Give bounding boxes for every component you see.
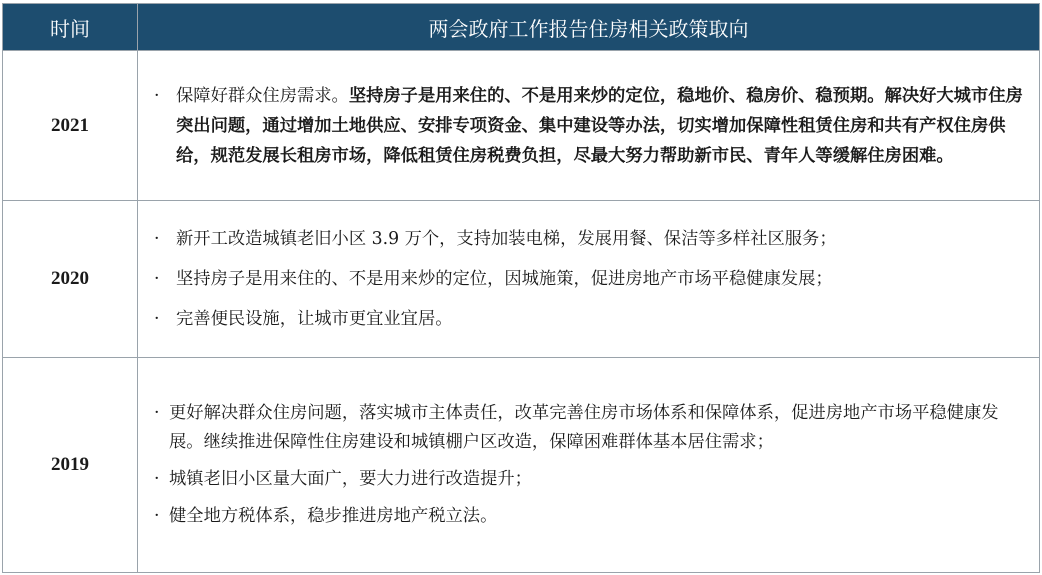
policy-text: [176, 81, 1027, 171]
header-policy: 两会政府工作报告住房相关政策取向: [138, 4, 1040, 51]
policy-item: [154, 502, 1027, 531]
bullet: ·: [154, 469, 160, 489]
bullet: ·: [154, 309, 160, 329]
policy-item: [154, 399, 1027, 457]
bullet: ·: [154, 229, 160, 249]
policy-item: [154, 304, 1027, 334]
policy-text: 更好解决群众住房问题，落实城市主体责任，改革完善住房市场体系和保障体系，促进房地产市场平稳健康发展。继续推进保障性住房建设和城镇棚户区改造，保障困难群体基本居住需求；: [169, 403, 999, 452]
policy-item: [154, 264, 1027, 294]
bullet: ·: [154, 506, 160, 526]
policy-cell: [138, 51, 1040, 201]
header-time: 时间: [3, 4, 138, 51]
table-row-2019: [3, 358, 1040, 573]
table-row-2020: [3, 201, 1040, 358]
policy-item: [154, 81, 1027, 171]
table-header-row: [3, 4, 1040, 51]
policy-cell: [138, 358, 1040, 573]
table-row-2021: [3, 51, 1040, 201]
policy-text: 城镇老旧小区量大面广，要大力进行改造提升；: [169, 469, 532, 489]
policy-text: 完善便民设施，让城市更宜业宜居。: [176, 309, 453, 329]
year-cell: 2020: [3, 201, 138, 358]
policy-table: [2, 3, 1040, 573]
policy-text: 健全地方税体系，稳步推进房地产税立法。: [169, 506, 498, 526]
policy-text: 坚持房子是用来住的、不是用来炒的定位，因城施策，促进房地产市场平稳健康发展；: [176, 269, 833, 289]
policy-cell: [138, 201, 1040, 358]
policy-item: [154, 224, 1027, 254]
bullet: ·: [154, 403, 160, 423]
policy-item: [154, 465, 1027, 494]
policy-text-bold: 坚持房子是用来住的、不是用来炒的定位，稳地价、稳房价、稳预期。解决好大城市住房突出问题，通过增加土地供应、安排专项资金、集中建设等办法，切实增加保障性租赁住房和共有产权住房供给，规范发展长租房市场，降低租赁住房税费负担，尽最大努力帮助新市民、青年人等缓解住房困难。: [176, 85, 1023, 166]
policy-text: 新开工改造城镇老旧小区 3.9 万个，支持加装电梯，发展用餐、保洁等多样社区服务；: [176, 229, 837, 249]
policy-text-plain: 保障好群众住房需求。: [176, 85, 349, 106]
year-cell: 2019: [3, 358, 138, 573]
bullet: ·: [154, 269, 160, 289]
year-cell: 2021: [3, 51, 138, 201]
bullet: ·: [154, 85, 160, 106]
